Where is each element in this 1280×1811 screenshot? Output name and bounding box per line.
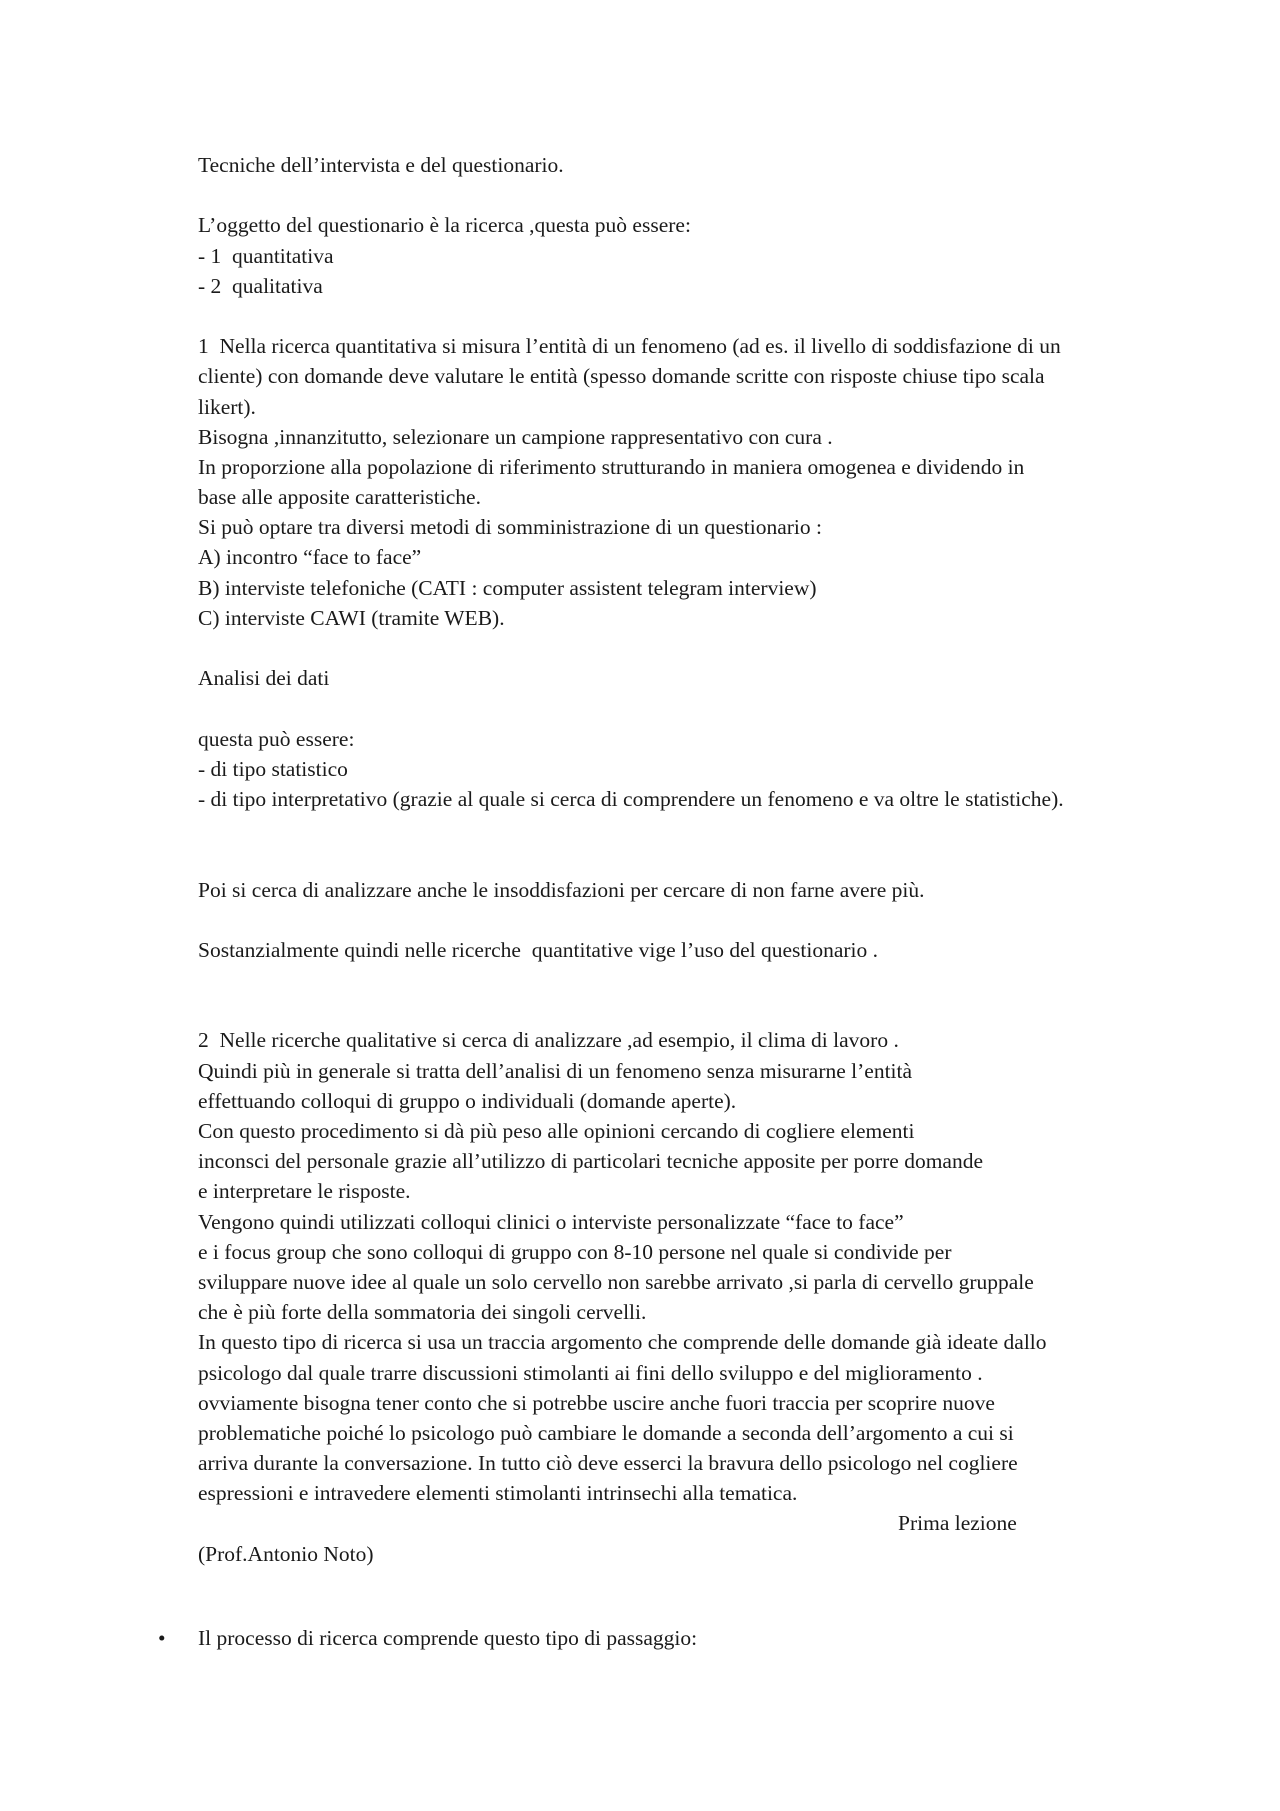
text-line: In questo tipo di ricerca si usa un traccia argomento che comprende delle domande già ideate dallo <box>198 1330 1047 1355</box>
text-line: 1 Nella ricerca quantitativa si misura l’entità di un fenomeno (ad es. il livello di soddisfazione di un <box>198 334 1061 359</box>
blank-line <box>198 180 1198 210</box>
blank-line <box>198 301 1198 331</box>
blank-line <box>198 905 1198 935</box>
text-line: base alle apposite caratteristiche. <box>198 485 481 510</box>
blank-line <box>198 693 1198 723</box>
text-line: Si può optare tra diversi metodi di somministrazione di un questionario : <box>198 515 822 540</box>
text-line: A) incontro “face to face” <box>198 545 422 570</box>
text-line: problematiche poiché lo psicologo può cambiare le domande a seconda dell’argomento a cui si <box>198 1420 1014 1445</box>
text-line: Quindi più in generale si tratta dell’analisi di un fenomeno senza misurarne l’entità <box>198 1058 913 1083</box>
text-line: effettuando colloqui di gruppo o individuali (domande aperte). <box>198 1088 737 1113</box>
text-line: inconsci del personale grazie all’utilizzo di particolari tecniche apposite per porre domande <box>198 1149 984 1174</box>
text-line: Analisi dei dati <box>198 666 330 691</box>
text-line: B) interviste telefoniche (CATI : computer assistent telegram interview) <box>198 575 817 600</box>
text-line: Poi si cerca di analizzare anche le insoddisfazioni per cercare di non farne avere più. <box>198 877 925 902</box>
bullet-icon: • <box>158 1626 166 1650</box>
text-line: In proporzione alla popolazione di riferimento strutturando in maniera omogenea e dividendo in <box>198 454 1025 479</box>
text-line: e interpretare le risposte. <box>198 1179 411 1204</box>
bullet-item <box>158 1623 698 1744</box>
text-line: - di tipo interpretativo (grazie al quale si cerca di comprendere un fenomeno e va oltre le statistiche). <box>198 786 1064 811</box>
text-line: che è più forte della sommatoria dei singoli cervelli. <box>198 1300 647 1325</box>
blank-line <box>198 995 1198 1025</box>
text-line: Tecniche dell’intervista e del questionario. <box>198 153 564 177</box>
text-line: - 1 quantitativa <box>198 243 334 268</box>
text-line: Sostanzialmente quindi nelle ricerche quantitative vige l’uso del questionario . <box>198 937 879 962</box>
blank-line <box>198 814 1198 844</box>
text-line: - 2 qualitativa <box>198 273 323 298</box>
text-line: espressioni e intravedere elementi stimolanti intrinsechi alla tematica. <box>198 1481 798 1506</box>
author-line: (Prof.Antonio Noto) <box>198 1541 374 1566</box>
text-line: likert). <box>198 394 256 419</box>
text-line: psicologo dal quale trarre discussioni stimolanti ai fini dello sviluppo e del miglioramento . <box>198 1360 983 1385</box>
text-line: questa può essere: <box>198 726 355 751</box>
blank-line <box>198 844 1198 874</box>
text-line: 2 Nelle ricerche qualitative si cerca di analizzare ,ad esempio, il clima di lavoro . <box>198 1028 899 1053</box>
document-body <box>198 150 1198 1569</box>
blank-line <box>198 633 1198 663</box>
text-line: Vengono quindi utilizzati colloqui clinici o interviste personalizzate “face to face” <box>198 1209 904 1234</box>
text-line: e i focus group che sono colloqui di gruppo con 8-10 persone nel quale si condivide per <box>198 1239 952 1264</box>
text-line: sviluppare nuove idee al quale un solo cervello non sarebbe arrivato ,si parla di cervello gruppale <box>198 1269 1034 1294</box>
bullet-text: Il processo di ricerca comprende questo tipo di passaggio: <box>198 1626 698 1650</box>
text-line: arriva durante la conversazione. In tutto ciò deve esserci la bravura dello psicologo nel cogliere <box>198 1451 1018 1476</box>
signature-line: Prima lezione <box>898 1511 1017 1536</box>
text-line: C) interviste CAWI (tramite WEB). <box>198 605 505 630</box>
text-line: L’oggetto del questionario è la ricerca ,questa può essere: <box>198 213 691 238</box>
text-line: ovviamente bisogna tener conto che si potrebbe uscire anche fuori traccia per scoprire nuove <box>198 1390 995 1415</box>
text-line: cliente) con domande deve valutare le entità (spesso domande scritte con risposte chiuse tipo scala <box>198 364 1045 389</box>
text-line: Con questo procedimento si dà più peso alle opinioni cercando di cogliere elementi <box>198 1119 915 1143</box>
blank-line <box>198 965 1198 995</box>
text-line: Bisogna ,innanzitutto, selezionare un campione rappresentativo con cura . <box>198 424 833 449</box>
text-line: - di tipo statistico <box>198 756 348 781</box>
